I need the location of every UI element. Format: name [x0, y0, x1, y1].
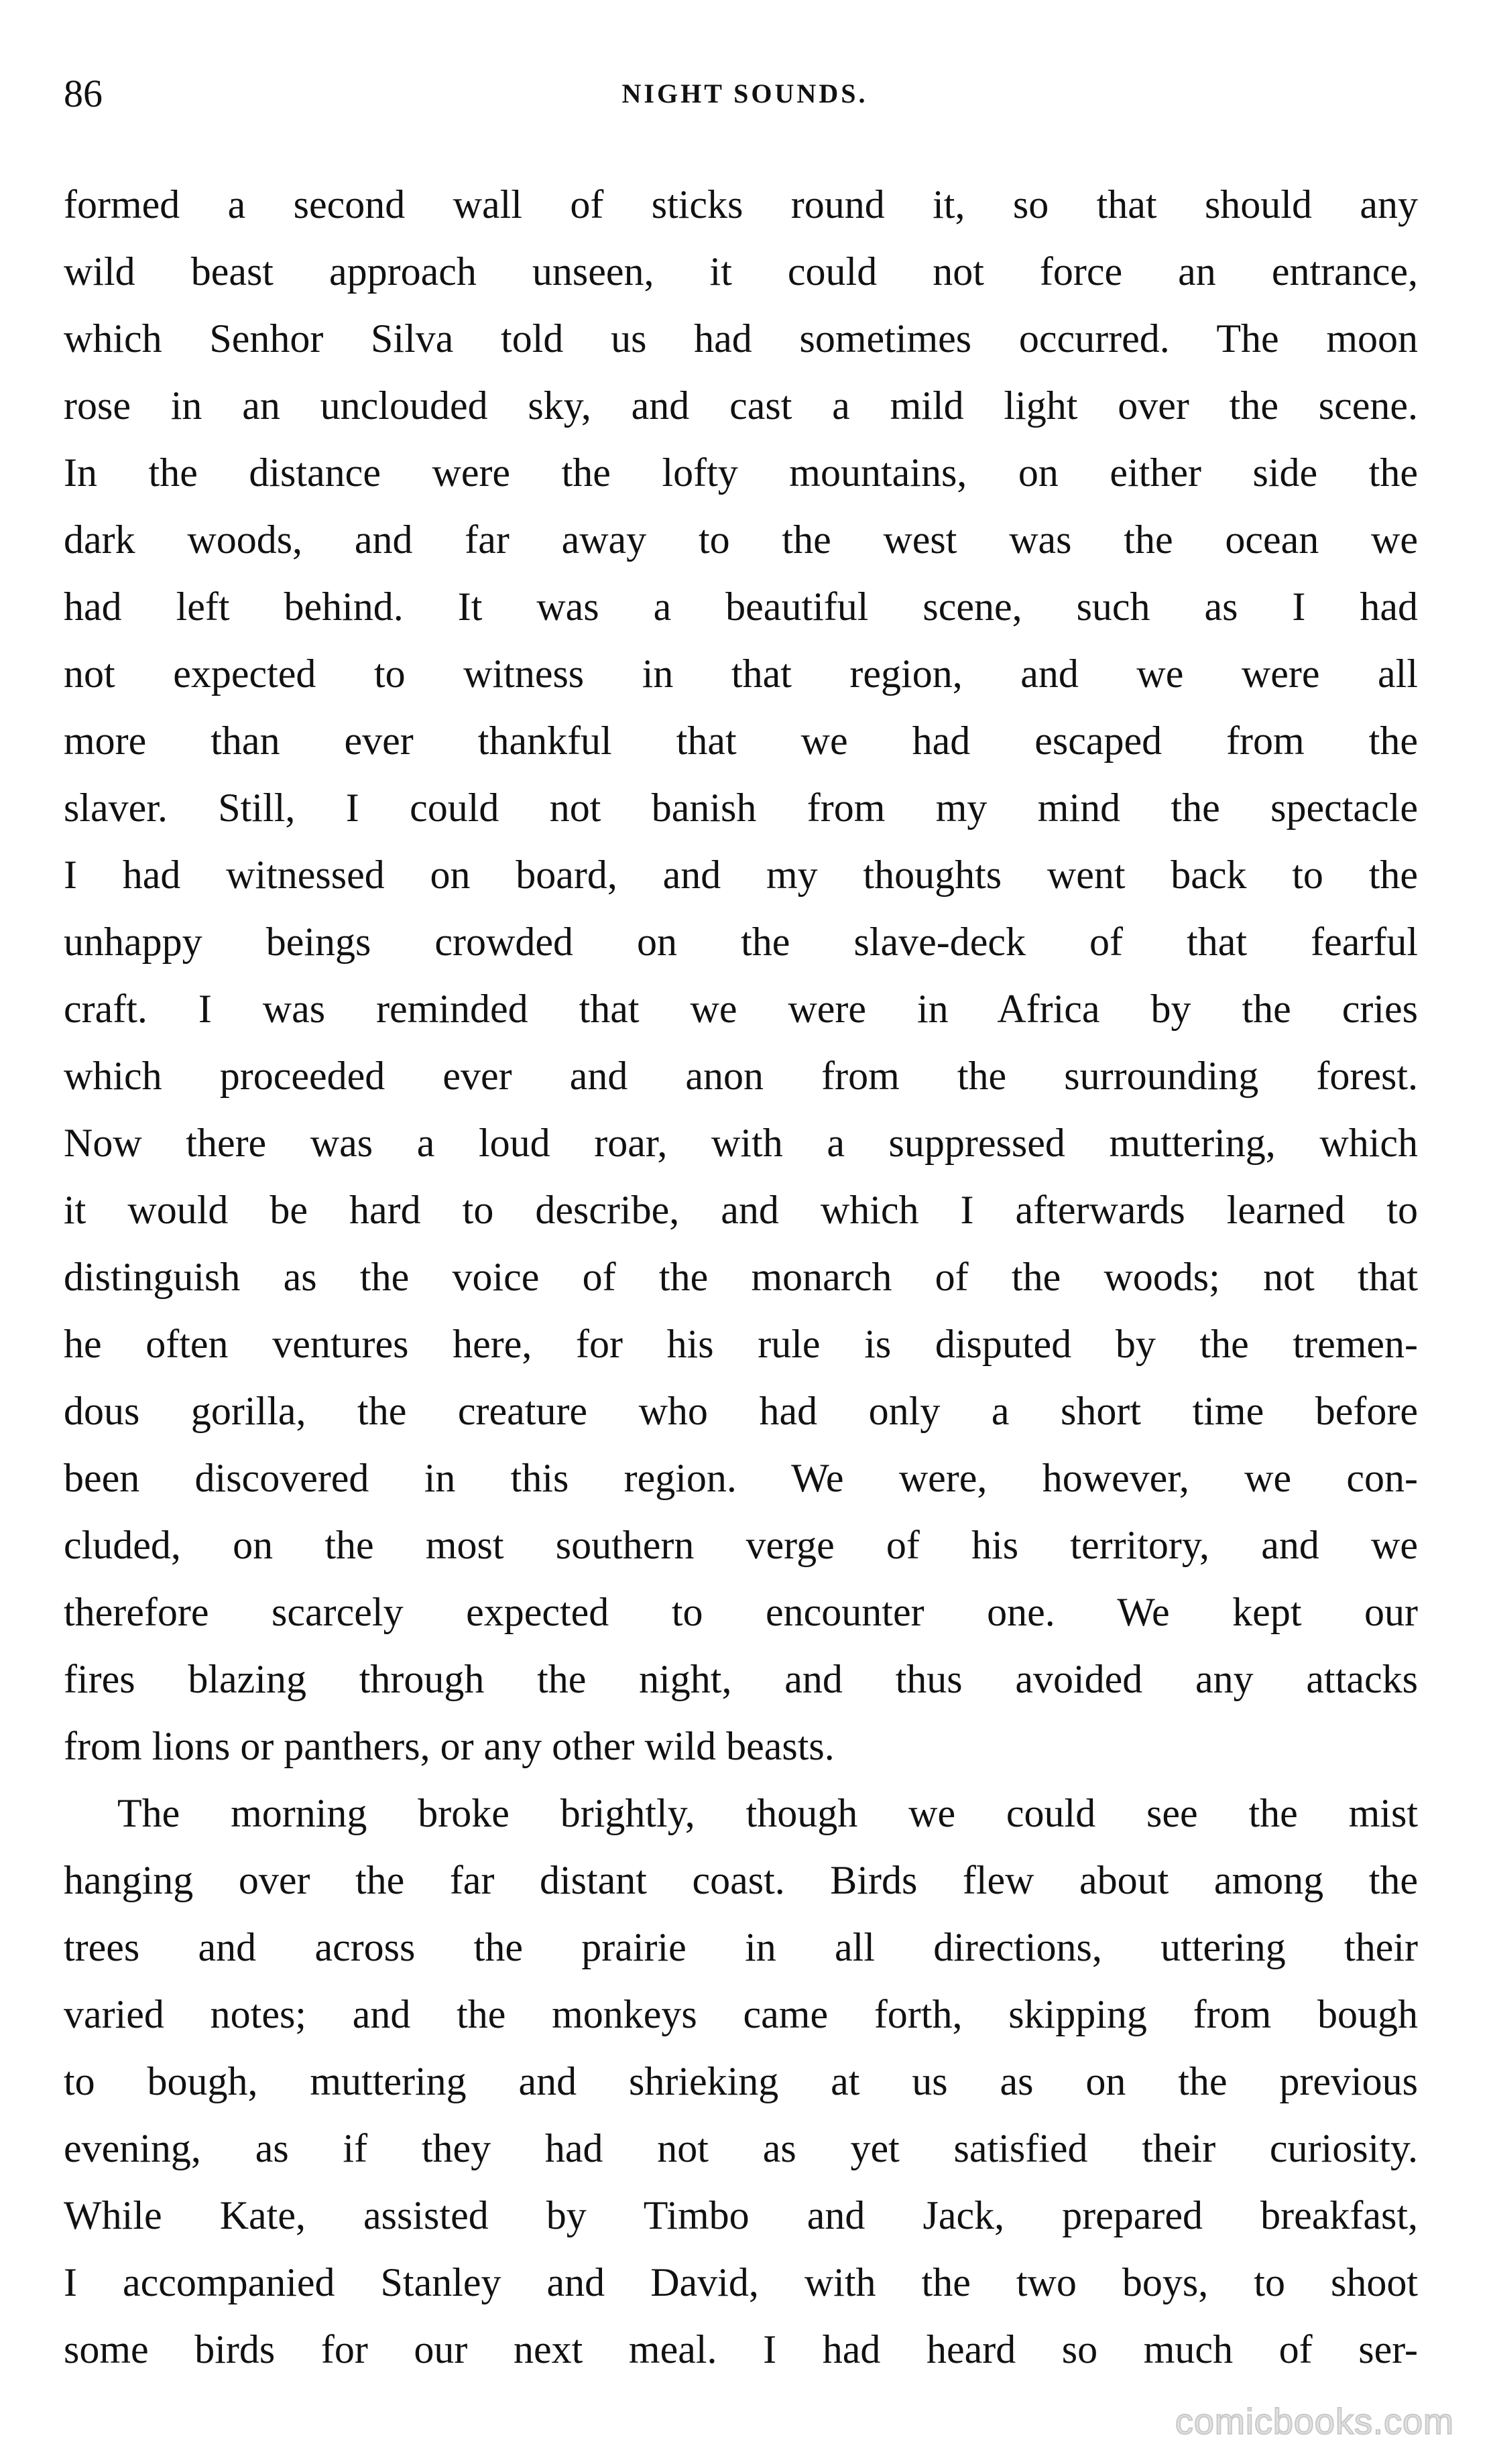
text-line: fires blazing through the night, and thus avoided any attacks	[64, 1657, 1418, 1701]
text-line: had left behind. It was a beautiful scene, such as I had	[64, 584, 1418, 629]
text-line: been discovered in this region. We were, however, we con-	[64, 1456, 1418, 1500]
text-line: I accompanied Stanley and David, with the two boys, to shoot	[64, 2260, 1418, 2304]
text-line: rose in an unclouded sky, and cast a mild light over the scene.	[64, 383, 1418, 428]
text-line: from lions or panthers, or any other wild beasts.	[64, 1724, 835, 1768]
text-line: he often ventures here, for his rule is disputed by the tremen-	[64, 1322, 1418, 1366]
text-line: cluded, on the most southern verge of his territory, and we	[64, 1523, 1418, 1567]
running-title: NIGHT SOUNDS.	[621, 78, 868, 109]
text-line: While Kate, assisted by Timbo and Jack, prepared breakfast,	[64, 2193, 1418, 2237]
text-line: varied notes; and the monkeys came forth, skipping from bough	[64, 1992, 1418, 2036]
text-line: to bough, muttering and shrieking at us as on the previous	[64, 2059, 1418, 2103]
text-line: dark woods, and far away to the west was the ocean we	[64, 517, 1418, 562]
watermark: comicbooks.com	[1175, 2402, 1454, 2442]
page-number: 86	[64, 72, 103, 115]
text-line: it would be hard to describe, and which I afterwards learned to	[64, 1188, 1418, 1232]
text-line: distinguish as the voice of the monarch of the woods; not that	[64, 1255, 1418, 1299]
text-line: therefore scarcely expected to encounter one. We kept our	[64, 1590, 1418, 1634]
text-line: I had witnessed on board, and my thoughts went back to the	[64, 853, 1418, 897]
text-line: formed a second wall of sticks round it, so that should any	[64, 182, 1418, 227]
text-line: unhappy beings crowded on the slave-deck of that fearful	[64, 920, 1418, 964]
text-line: evening, as if they had not as yet satisfied their curiosity.	[64, 2126, 1418, 2170]
text-line: hanging over the far distant coast. Birds flew about among the	[64, 1858, 1418, 1902]
text-line: trees and across the prairie in all directions, uttering their	[64, 1925, 1418, 1969]
text-line: which Senhor Silva told us had sometimes occurred. The moon	[64, 316, 1418, 361]
text-line: more than ever thankful that we had escaped from the	[64, 719, 1418, 763]
text-line: wild beast approach unseen, it could not force an entrance,	[64, 249, 1418, 294]
body-text	[64, 171, 1418, 2383]
text-line: which proceeded ever and anon from the surrounding forest.	[64, 1054, 1418, 1098]
text-line: Now there was a loud roar, with a suppressed muttering, which	[64, 1121, 1418, 1165]
paragraph	[64, 171, 1418, 1780]
text-line: not expected to witness in that region, and we were all	[64, 652, 1418, 696]
text-line: some birds for our next meal. I had heard so much of ser-	[64, 2327, 1418, 2371]
text-line: In the distance were the lofty mountains, on either side the	[64, 450, 1418, 495]
text-line: craft. I was reminded that we were in Africa by the cries	[64, 987, 1418, 1031]
paragraph	[64, 1780, 1418, 2383]
running-head	[64, 64, 1426, 124]
text-line: slaver. Still, I could not banish from my mind the spectacle	[64, 786, 1418, 830]
text-line: The morning broke brightly, though we could see the mist	[117, 1791, 1418, 1835]
text-line: dous gorilla, the creature who had only a short time before	[64, 1389, 1418, 1433]
